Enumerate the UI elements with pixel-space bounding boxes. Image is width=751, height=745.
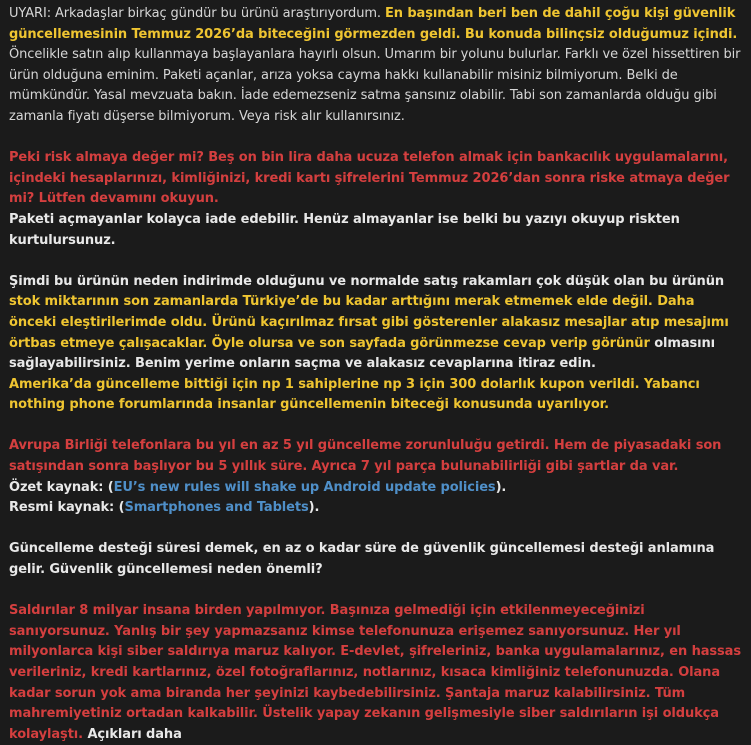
risk-question-paragraph: [9, 148, 742, 210]
official-source-label: Resmi kaynak: (: [9, 500, 125, 516]
warning-paragraph: [9, 4, 742, 128]
coupon-text: Amerika’da güncelleme bittiği için np 1 sahiplerine np 3 için 300 dolarlık kupon verildi. Yabancı nothing phone forumlarında insanlar güncellemenin biteceği konusunda uyarılıyor.: [9, 376, 700, 413]
stock-intro-text: Şimdi bu ürünün neden indirimde olduğunu ve normalde satış rakamları çok düşük olan bu ürünün: [9, 273, 725, 289]
update-support-text: Güncelleme desteği süresi demek, en az o kadar süre de güvenlik güncellemesi desteği anlamına gelir. Güvenlik güncellemesi neden önemli?: [9, 541, 715, 578]
attacks-continued-text: Açıkları daha: [83, 726, 182, 742]
attacks-text: Saldırılar 8 milyar insana birden yapılmıyor. Başınıza gelmediği için etkilenmeyeceğinizi sanıyorsunuz. Yanlış bir şey yapmazsanız kimse telefonunuza erişemez sanıyorsunuz. Her yıl milyonlarca kişi siber saldırıya maruz kalıyor. E-devlet, şifreleriniz, banka uygulamalarınız, en hassas verileriniz, kredi kartlarınız, özel fotoğraflarınız, notlarınız, kısaca kimliğiniz telefonunuzda. Olana kadar sorun yok ama biranda her şeyinizi kaybedebilirsiniz. Şantaja maruz kalabilirsiniz. Tüm mahremiyetiniz ortadan kalkabilir. Üstelik yapay zekanın gelişmesiyle siber saldırıların işi oldukça kolaylaştı.: [9, 603, 741, 742]
coupon-paragraph: [9, 375, 742, 416]
paragraph-gap: [9, 416, 742, 437]
summary-source-label: Özet kaynak: (: [9, 479, 114, 495]
update-support-paragraph: [9, 539, 742, 580]
summary-source-link[interactable]: EU’s new rules will shake up Android update policies: [113, 479, 496, 495]
official-source-link[interactable]: Smartphones and Tablets: [124, 500, 309, 516]
risk-question-text: Peki risk almaya değer mi? Beş on bin lira daha ucuza telefon almak için bankacılık uygulamalarını, içindeki hesaplarınızı, kimliğinizi, kredi kartı şifrelerini Temmuz 2026’dan sonra riske atmaya değer mi? Lütfen devamını okuyun.: [9, 150, 730, 207]
return-advice-text: Paketi açmayanlar kolayca iade edebilir. Henüz almayanlar ise belki bu yazıyı okuyup riskten kurtulursunuz.: [9, 211, 680, 248]
official-source-close: ).: [308, 500, 320, 516]
paragraph-gap: [9, 581, 742, 602]
paragraph-gap: [9, 519, 742, 540]
eu-rule-text: Avrupa Birliği telefonlara bu yıl en az 5 yıl güncelleme zorunluluğu getirdi. Hem de piyasadaki son satışından sonra başlıyor bu 5 yıllık süre. Ayrıca 7 yıl parça bulunabilirliği gibi şartlar da var.: [9, 438, 722, 475]
official-source-line: [9, 498, 742, 519]
stock-followup-text: olmasını sağlayabilirsiniz. Benim yerime onların saçma ve alakasız cevaplarına itiraz edin.: [9, 335, 716, 372]
return-advice-paragraph: [9, 210, 742, 251]
paragraph-gap: [9, 128, 742, 149]
paragraph-gap: [9, 251, 742, 272]
summary-source-line: [9, 478, 742, 499]
highlight-update-end-text: En başından beri ben de dahil çoğu kişi güvenlik güncellemesinin Temmuz 2026’da biteceğini görmezden geldi. Bu konuda bilinçsiz olduğumuz içindi.: [9, 6, 738, 42]
attacks-paragraph: [9, 601, 742, 745]
summary-source-close: ).: [495, 479, 507, 495]
warning-body-text: Öncelikle satın alıp kullanmaya başlayanlara hayırlı olsun. Umarım bir yolunu bulurlar. Farklı ve özel hissettiren bir ürün olduğuna eminim. Paketi açanlar, arıza yoksa cayma hakkı kullanabilir misiniz bilmiyorum. Belki de mümkündür. Yasal mevzuata bakın. İade edemezseniz satma şansınız olabilir. Tabi son zamanlarda olduğu gibi zamanla fiyatı düşerse bilmiyorum. Veya risk alır kullanırsınız.: [9, 47, 741, 124]
stock-highlight-text: stok miktarının son zamanlarda Türkiye’de bu kadar arttığını merak etmemek elde değil. Daha önceki eleştirilerimde oldu. Ürünü kaçırılmaz fırsat gibi gösterenler alakasız mesajlar atıp mesajımı örtbas etmeye çalışacaklar. Öyle olursa ve son sayfada görünmezse cevap verip görünür: [9, 294, 729, 351]
eu-rule-paragraph: [9, 436, 742, 477]
stock-paragraph: [9, 272, 742, 375]
warning-intro-text: UYARI: Arkadaşlar birkaç gündür bu ürünü araştırıyordum.: [9, 6, 385, 21]
